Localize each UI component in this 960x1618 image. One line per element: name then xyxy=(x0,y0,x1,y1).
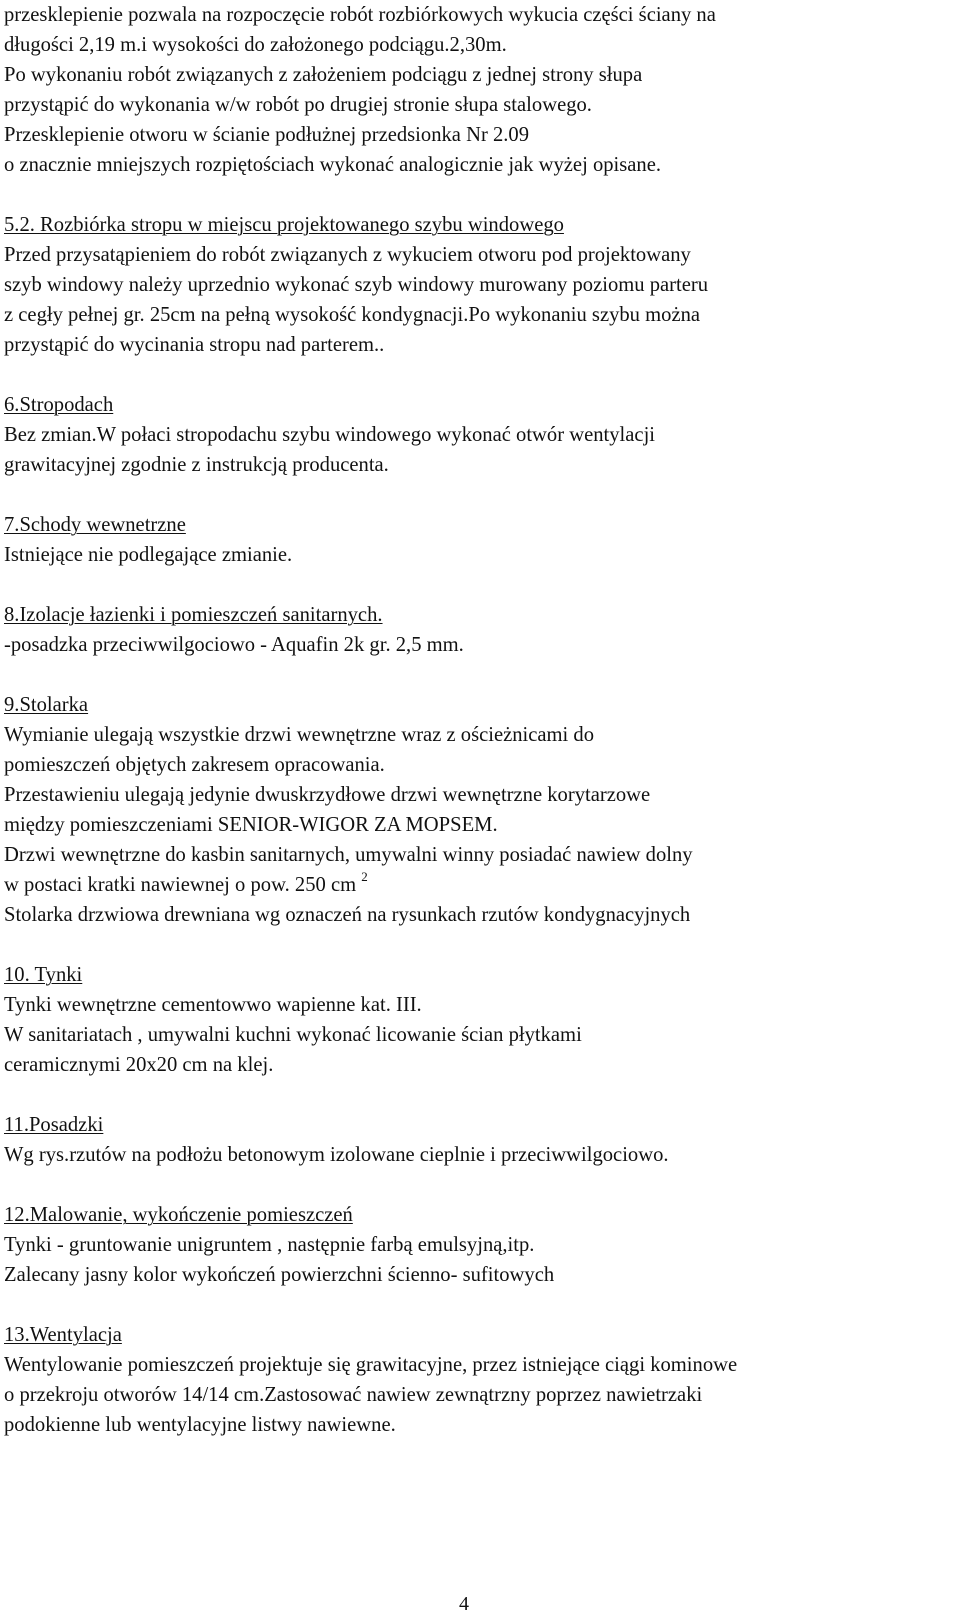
section-heading: 8.Izolacje łazienki i pomieszczeń sanitarnych. xyxy=(4,604,383,626)
text-line: Wymianie ulegają wszystkie drzwi wewnętrzne wraz z ościeżnicami do xyxy=(4,724,595,746)
text-line: długości 2,19 m.i wysokości do założonego podciągu.2,30m. xyxy=(4,34,507,56)
section-heading: 5.2. Rozbiórka stropu w miejscu projektowanego szybu windowego xyxy=(4,214,564,236)
text-line: o przekroju otworów 14/14 cm.Zastosować nawiew zewnątrzny poprzez nawietrzaki xyxy=(4,1384,703,1406)
section-heading: 9.Stolarka xyxy=(4,694,89,716)
section-11 xyxy=(4,1110,924,1170)
section-heading: 11.Posadzki xyxy=(4,1114,104,1136)
text-line: podokienne lub wentylacyjne listwy nawiewne. xyxy=(4,1414,396,1436)
text-line: przystąpić do wycinania stropu nad parterem.. xyxy=(4,334,385,356)
section-8 xyxy=(4,600,924,660)
section-heading: 13.Wentylacja xyxy=(4,1324,122,1346)
text-line: przesklepienie pozwala na rozpoczęcie robót rozbiórkowych wykucia części ściany na xyxy=(4,4,716,26)
text-line: Zalecany jasny kolor wykończeń powierzchni ścienno- sufitowych xyxy=(4,1264,555,1286)
text-line: z cegły pełnej gr. 25cm na pełną wysokość kondygnacji.Po wykonaniu szybu można xyxy=(4,304,701,326)
section-10 xyxy=(4,960,924,1080)
text-line: W sanitariatach , umywalni kuchni wykonać licowanie ścian płytkami xyxy=(4,1024,582,1046)
section-13 xyxy=(4,1320,924,1440)
text-line: Bez zmian.W połaci stropodachu szybu windowego wykonać otwór wentylacji xyxy=(4,424,656,446)
text-line: Przesklepienie otworu w ścianie podłużnej przedsionka Nr 2.09 xyxy=(4,124,529,146)
paragraph-5-1-continued xyxy=(4,0,924,180)
section-7 xyxy=(4,510,924,570)
text-line: Istniejące nie podlegające zmianie. xyxy=(4,544,293,566)
text-line: grawitacyjnej zgodnie z instrukcją producenta. xyxy=(4,454,389,476)
section-6 xyxy=(4,390,924,480)
section-12 xyxy=(4,1200,924,1290)
section-9 xyxy=(4,690,924,930)
text-line: ceramicznymi 20x20 cm na klej. xyxy=(4,1054,274,1076)
text-line-part: w postaci kratki nawiewnej o pow. 250 cm xyxy=(4,874,362,896)
text-line: między pomieszczeniami SENIOR-WIGOR ZA MOPSEM. xyxy=(4,814,498,836)
text-line: Stolarka drzwiowa drewniana wg oznaczeń na rysunkach rzutów kondygnacyjnych xyxy=(4,904,691,926)
text-line: Tynki wewnętrzne cementowwo wapienne kat. III. xyxy=(4,994,422,1016)
section-heading: 10. Tynki xyxy=(4,964,83,986)
section-5-2 xyxy=(4,210,924,360)
text-line: Drzwi wewnętrzne do kasbin sanitarnych, umywalni winny posiadać nawiew dolny xyxy=(4,844,693,866)
text-line: Tynki - gruntowanie unigruntem , następnie farbą emulsyjną,itp. xyxy=(4,1234,535,1256)
superscript: 2 xyxy=(361,870,368,885)
section-heading: 6.Stropodach xyxy=(4,394,114,416)
page-number: 4 xyxy=(459,1593,469,1615)
text-line: przystąpić do wykonania w/w robót po drugiej stronie słupa stalowego. xyxy=(4,94,592,116)
text-line: -posadzka przeciwwilgociowo - Aquafin 2k gr. 2,5 mm. xyxy=(4,634,464,656)
page-content xyxy=(4,0,924,1440)
text-line: Wg rys.rzutów na podłożu betonowym izolowane cieplnie i przeciwwilgociowo. xyxy=(4,1144,669,1166)
text-line: Po wykonaniu robót związanych z założeniem podciągu z jednej strony słupa xyxy=(4,64,643,86)
text-line: pomieszczeń objętych zakresem opracowania. xyxy=(4,754,385,776)
section-heading: 7.Schody wewnetrzne xyxy=(4,514,186,536)
text-line: Wentylowanie pomieszczeń projektuje się grawitacyjne, przez istniejące ciągi kominowe xyxy=(4,1354,738,1376)
text-line: o znacznie mniejszych rozpiętościach wykonać analogicznie jak wyżej opisane. xyxy=(4,154,661,176)
text-line-with-superscript xyxy=(4,870,924,900)
text-line: Przestawieniu ulegają jedynie dwuskrzydłowe drzwi wewnętrzne korytarzowe xyxy=(4,784,651,806)
text-line: szyb windowy należy uprzednio wykonać szyb windowy murowany poziomu parteru xyxy=(4,274,709,296)
section-heading: 12.Malowanie, wykończenie pomieszczeń xyxy=(4,1204,353,1226)
text-line: Przed przysatąpieniem do robót związanych z wykuciem otworu pod projektowany xyxy=(4,244,691,266)
